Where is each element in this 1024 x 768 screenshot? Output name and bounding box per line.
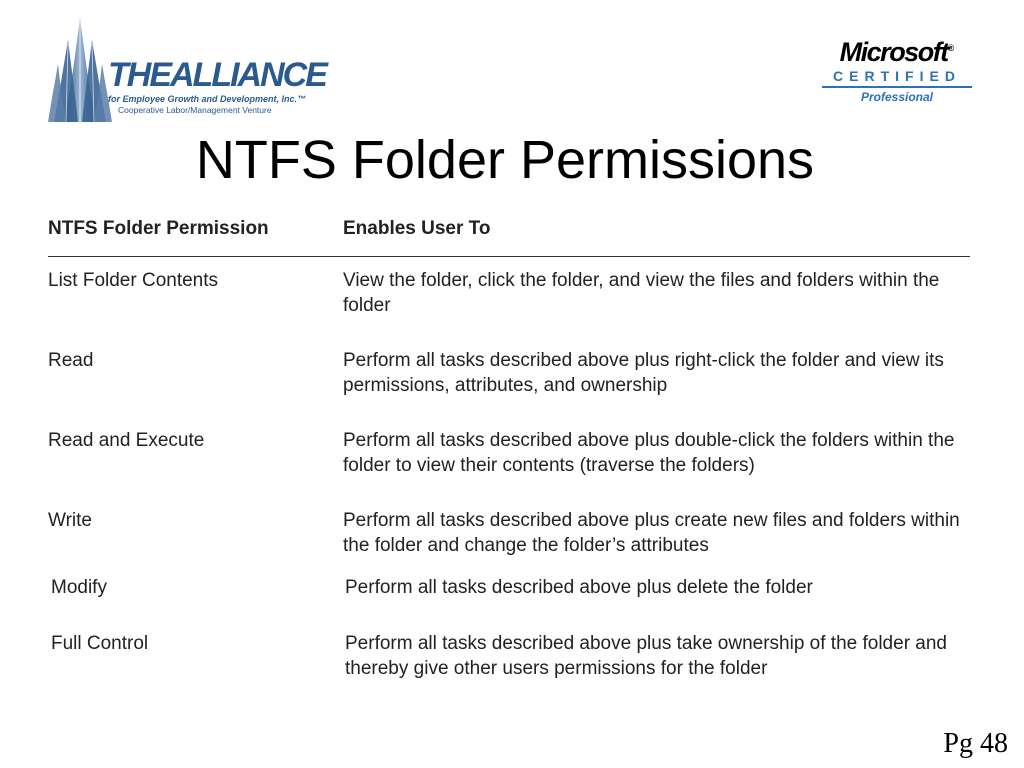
- registered-mark: ®: [947, 43, 955, 53]
- permission-description: Perform all tasks described above plus double-click the folders within the folder to view their contents (traverse the folders): [343, 430, 955, 476]
- professional-label: Professional: [860, 90, 934, 104]
- permission-name: Full Control: [51, 633, 149, 654]
- permission-description: Perform all tasks described above plus right-click the folder and view its permissions, attributes, and ownership: [343, 350, 944, 396]
- alliance-logo: [48, 18, 326, 122]
- alliance-name: THEALLIANCE: [108, 56, 326, 94]
- header-permission: NTFS Folder Permission: [48, 218, 269, 239]
- microsoft-brand: Microsoft: [839, 37, 948, 67]
- alliance-venture: Cooperative Labor/Management Venture: [118, 105, 272, 115]
- permission-name: List Folder Contents: [48, 270, 219, 291]
- permission-name: Read and Execute: [48, 430, 205, 451]
- page-number: Pg 48: [943, 728, 1008, 759]
- permission-name: Modify: [51, 577, 107, 598]
- alliance-tagline: for Employee Growth and Development, Inc.: [108, 94, 298, 104]
- permission-description: View the folder, click the folder, and view the files and folders within the folder: [343, 270, 940, 316]
- alliance-trademark: ™: [297, 94, 307, 104]
- permission-description: Perform all tasks described above plus delete the folder: [345, 577, 813, 598]
- crystal-tower-icon: [48, 18, 112, 122]
- slide-title: NTFS Folder Permissions: [195, 130, 815, 190]
- header-divider: [48, 256, 970, 257]
- certified-label: CERTIFIED: [822, 68, 972, 88]
- permission-name: Read: [48, 350, 94, 371]
- header-enables: Enables User To: [343, 218, 491, 239]
- permission-description: Perform all tasks described above plus take ownership of the folder and thereby give other users permissions for the folder: [345, 633, 947, 679]
- permission-name: Write: [48, 510, 92, 531]
- microsoft-certified-logo: [822, 34, 972, 108]
- permission-description: Perform all tasks described above plus create new files and folders within the folder and change the folder’s attributes: [343, 510, 960, 556]
